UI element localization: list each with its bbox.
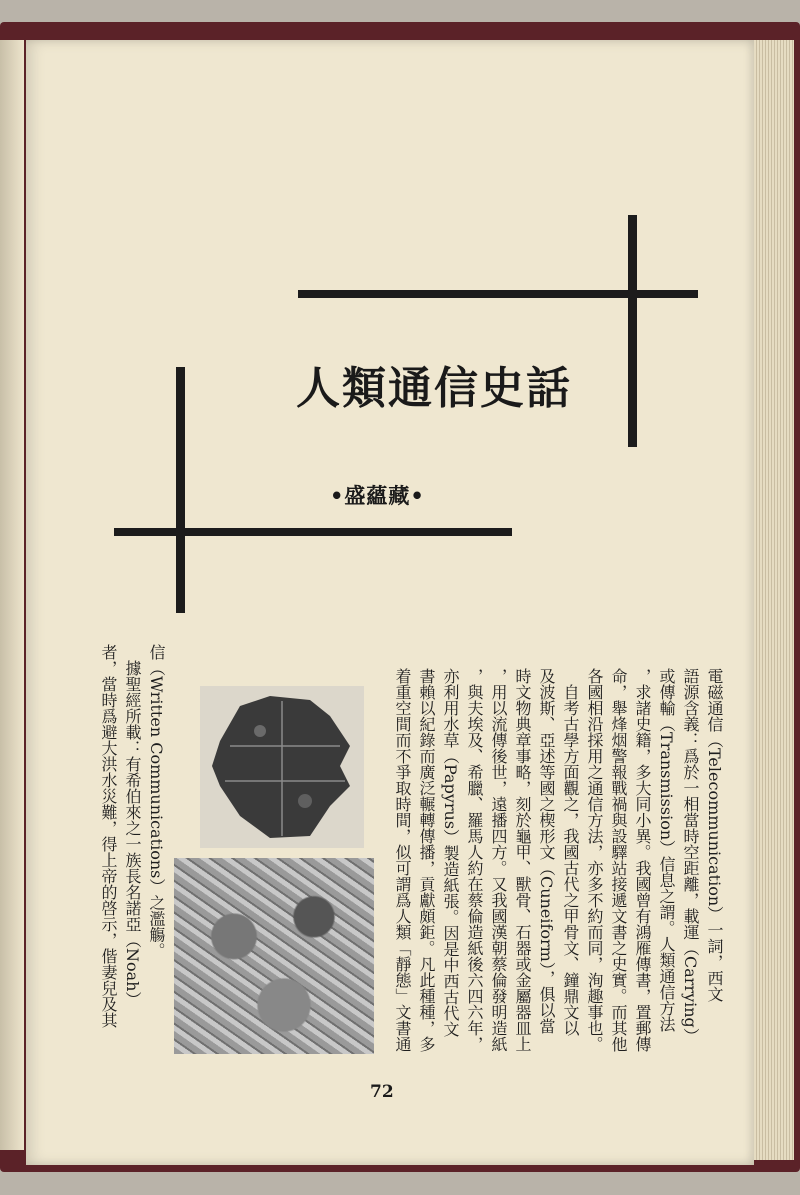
left-column: 者，當時爲避大洪水災難，得上帝的啓示，偕妻兒及其 xyxy=(99,644,118,1028)
body-column: 着重空間而不爭取時間，似可謂爲人類「靜態」文書通 xyxy=(393,668,412,1052)
oracle-bone-photo xyxy=(200,686,364,848)
left-column: 信（Written Communications）之濫觴。 xyxy=(147,644,166,959)
previous-page-edge xyxy=(0,40,24,1150)
body-column: 語源含義：爲於一相當時空距離，載運（Carrying） xyxy=(681,668,700,1044)
frame-bar-right xyxy=(628,215,637,447)
body-column: 時文物典章事略，刻於龜甲、獸骨、石器或金屬器皿上 xyxy=(513,668,532,1052)
body-column: 或傳輸（Transmission）信息之謂。人類通信方法 xyxy=(657,668,676,1033)
frame-bar-top xyxy=(298,290,698,298)
body-column: 及波斯、亞述等國之楔形文（Cuneiform），俱以當 xyxy=(537,668,556,1034)
body-column: 亦利用水草（Papyrus）製造紙張。因是中西古代文 xyxy=(441,668,460,1038)
body-column: 各國相沿採用之通信方法，亦多不約而同，洵趣事也。 xyxy=(585,668,604,1052)
body-column: 命，舉烽烟警報戰禍與設驛站接遞文書之史實。而其他 xyxy=(609,668,628,1052)
stone-fragments-photo xyxy=(174,858,374,1054)
frame-bar-left xyxy=(176,367,185,613)
body-column: 電磁通信（Telecommunication）一詞，西文 xyxy=(705,668,724,1003)
body-column: 書賴以紀錄而廣泛輾轉傳播，貢獻頗鉅。凡此種種，多 xyxy=(417,668,436,1052)
page-number: 72 xyxy=(370,1082,394,1102)
oracle-bone-image xyxy=(200,686,364,848)
frame-bar-bottom xyxy=(114,528,512,536)
left-column: 據聖經所載：有希伯來之一族長名諾亞（Noah） xyxy=(123,644,142,1008)
body-column: ，與夫埃及、希臘、羅馬人約在蔡倫造紙後六四六年， xyxy=(465,668,484,1052)
body-column: 自考古學方面觀之，我國古代之甲骨文、鐘鼎文以 xyxy=(561,668,580,1036)
body-column: ，求諸史籍，多大同小異。我國曾有鴻雁傳書，置郵傳 xyxy=(633,668,652,1052)
page-edges xyxy=(748,40,794,1160)
body-column: ，用以流傳後世，遠播四方。又我國漢朝蔡倫發明造紙 xyxy=(489,668,508,1052)
article-title: 人類通信史話 xyxy=(296,363,572,414)
article-author: •盛蘊藏• xyxy=(330,484,425,508)
